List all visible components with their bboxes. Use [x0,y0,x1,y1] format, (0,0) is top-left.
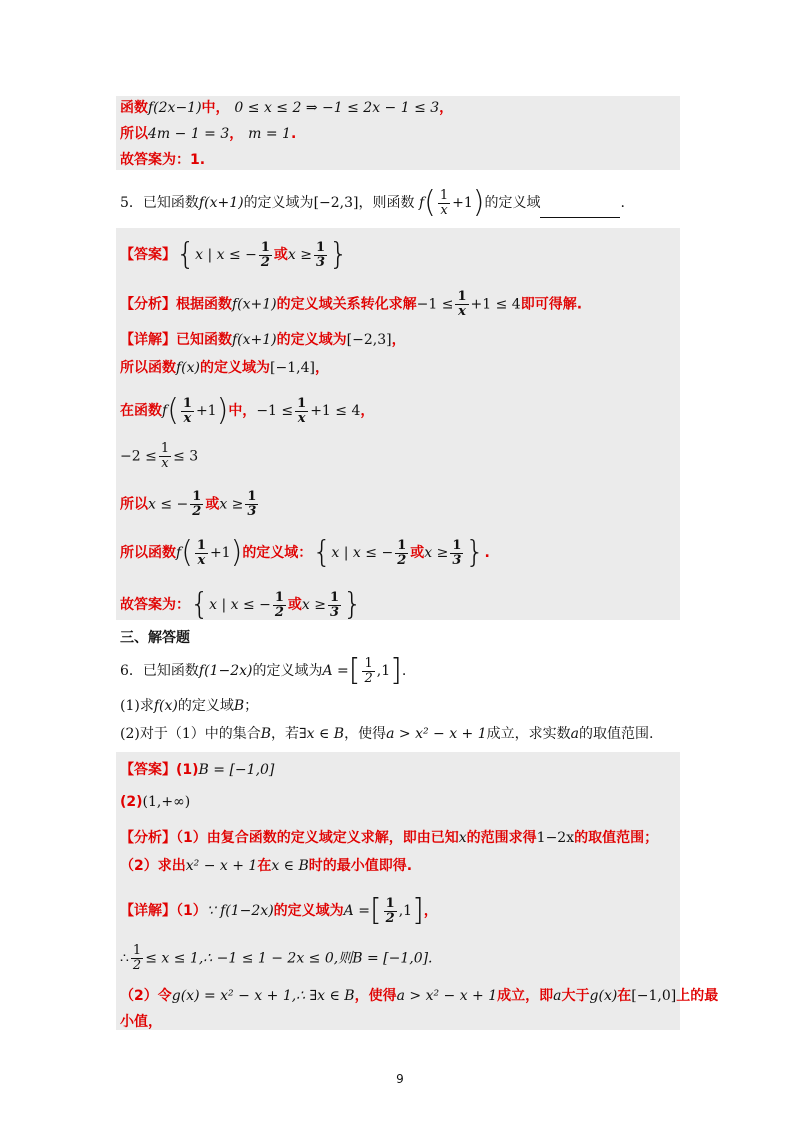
question-6-part2: (2)对于（1）中的集合B，若∃x ∈ B，使得a > x² − x + 1成立，求实数a的取值范围. [120,726,654,742]
block1-line3: 故答案为：1. [120,152,206,168]
detail-6-line2: ∴ $\frac{1}{2}$ ≤ x ≤ 1,∴ −1 ≤ 1 − 2x ≤ 0,则B = [−1,0]. [120,943,433,973]
answer-5: 【答案】{x | x ≤ − $\frac{1}{2}$ 或x ≥ $\frac{1}{3}$ } [120,237,349,272]
answer-blank [540,203,620,218]
analysis-6-line2: （2）求出x² − x + 1在x ∈ B时的最小值即得. [120,858,413,874]
detail-5-line3: 在函数f( $\frac{1}{x}$ +1)中，−1 ≤ $\frac{1}{x}$ +1 ≤ 4， [120,393,375,428]
answer-6-part2: (2)(1,+∞) [120,794,191,810]
detail-5-line7: 故答案为：{x | x ≤ − $\frac{1}{2}$ 或x ≥ $\frac{1}{3}$ } [120,587,363,622]
detail-5-line2: 所以函数f(x)的定义域为[−1,4]， [120,360,329,376]
analysis-6-line1: 【分析】（1）由复合函数的定义域定义求解，即由已知x的范围求得1−2x的取值范围； [120,830,659,846]
detail-5-line4: −2 ≤ $\frac{1}{x}$ ≤ 3 [120,441,199,471]
detail-5-line5: 所以x ≤ − $\frac{1}{2}$ 或x ≥ $\frac{1}{3}$ [120,489,257,519]
analysis-5: 【分析】根据函数f(x+1)的定义域关系转化求解−1 ≤ $\frac{1}{x}$ +1 ≤ 4即可得解. [120,289,583,319]
detail-6-line1: 【详解】（1）∵ f(1−2x)的定义域为A =[ $\frac{1}{2}$ ,1]， [120,893,438,928]
block1-line2: 所以4m − 1 = 3， m = 1. [120,126,297,142]
section-title: 三、解答题 [120,630,190,646]
detail-6-line4: 小值， [120,1014,162,1030]
question-6-part1: (1)求f(x)的定义域B； [120,698,259,714]
question-6: 6．已知函数f(1−2x)的定义域为A =[ $\frac{1}{2}$ ,1]. [120,653,407,688]
detail-6-line3: （2）令g(x) = x² − x + 1,∴ ∃x ∈ B，使得a > x² − x + 1成立，即a大于g(x)在[−1,0]上的最 [120,988,719,1004]
detail-5-line6: 所以函数f( $\frac{1}{x}$ +1)的定义域：{x | x ≤ − $\frac{1}{2}$ 或x ≥ $\frac{1}{3}$ }. [120,535,490,570]
question-5: 5．已知函数f(x+1)的定义域为[−2,3]，则函数 f( $\frac{1}{x}$ +1)的定义域 . [120,185,625,220]
detail-5-line1: 【详解】已知函数f(x+1)的定义域为[−2,3]， [120,332,406,348]
answer-6-part1: 【答案】(1)B = [−1,0] [120,762,275,778]
block1-line1: 函数f(2x−1)中， 0 ≤ x ≤ 2 ⇒ −1 ≤ 2x − 1 ≤ 3， [120,100,454,116]
page-number: 9 [396,1072,404,1086]
